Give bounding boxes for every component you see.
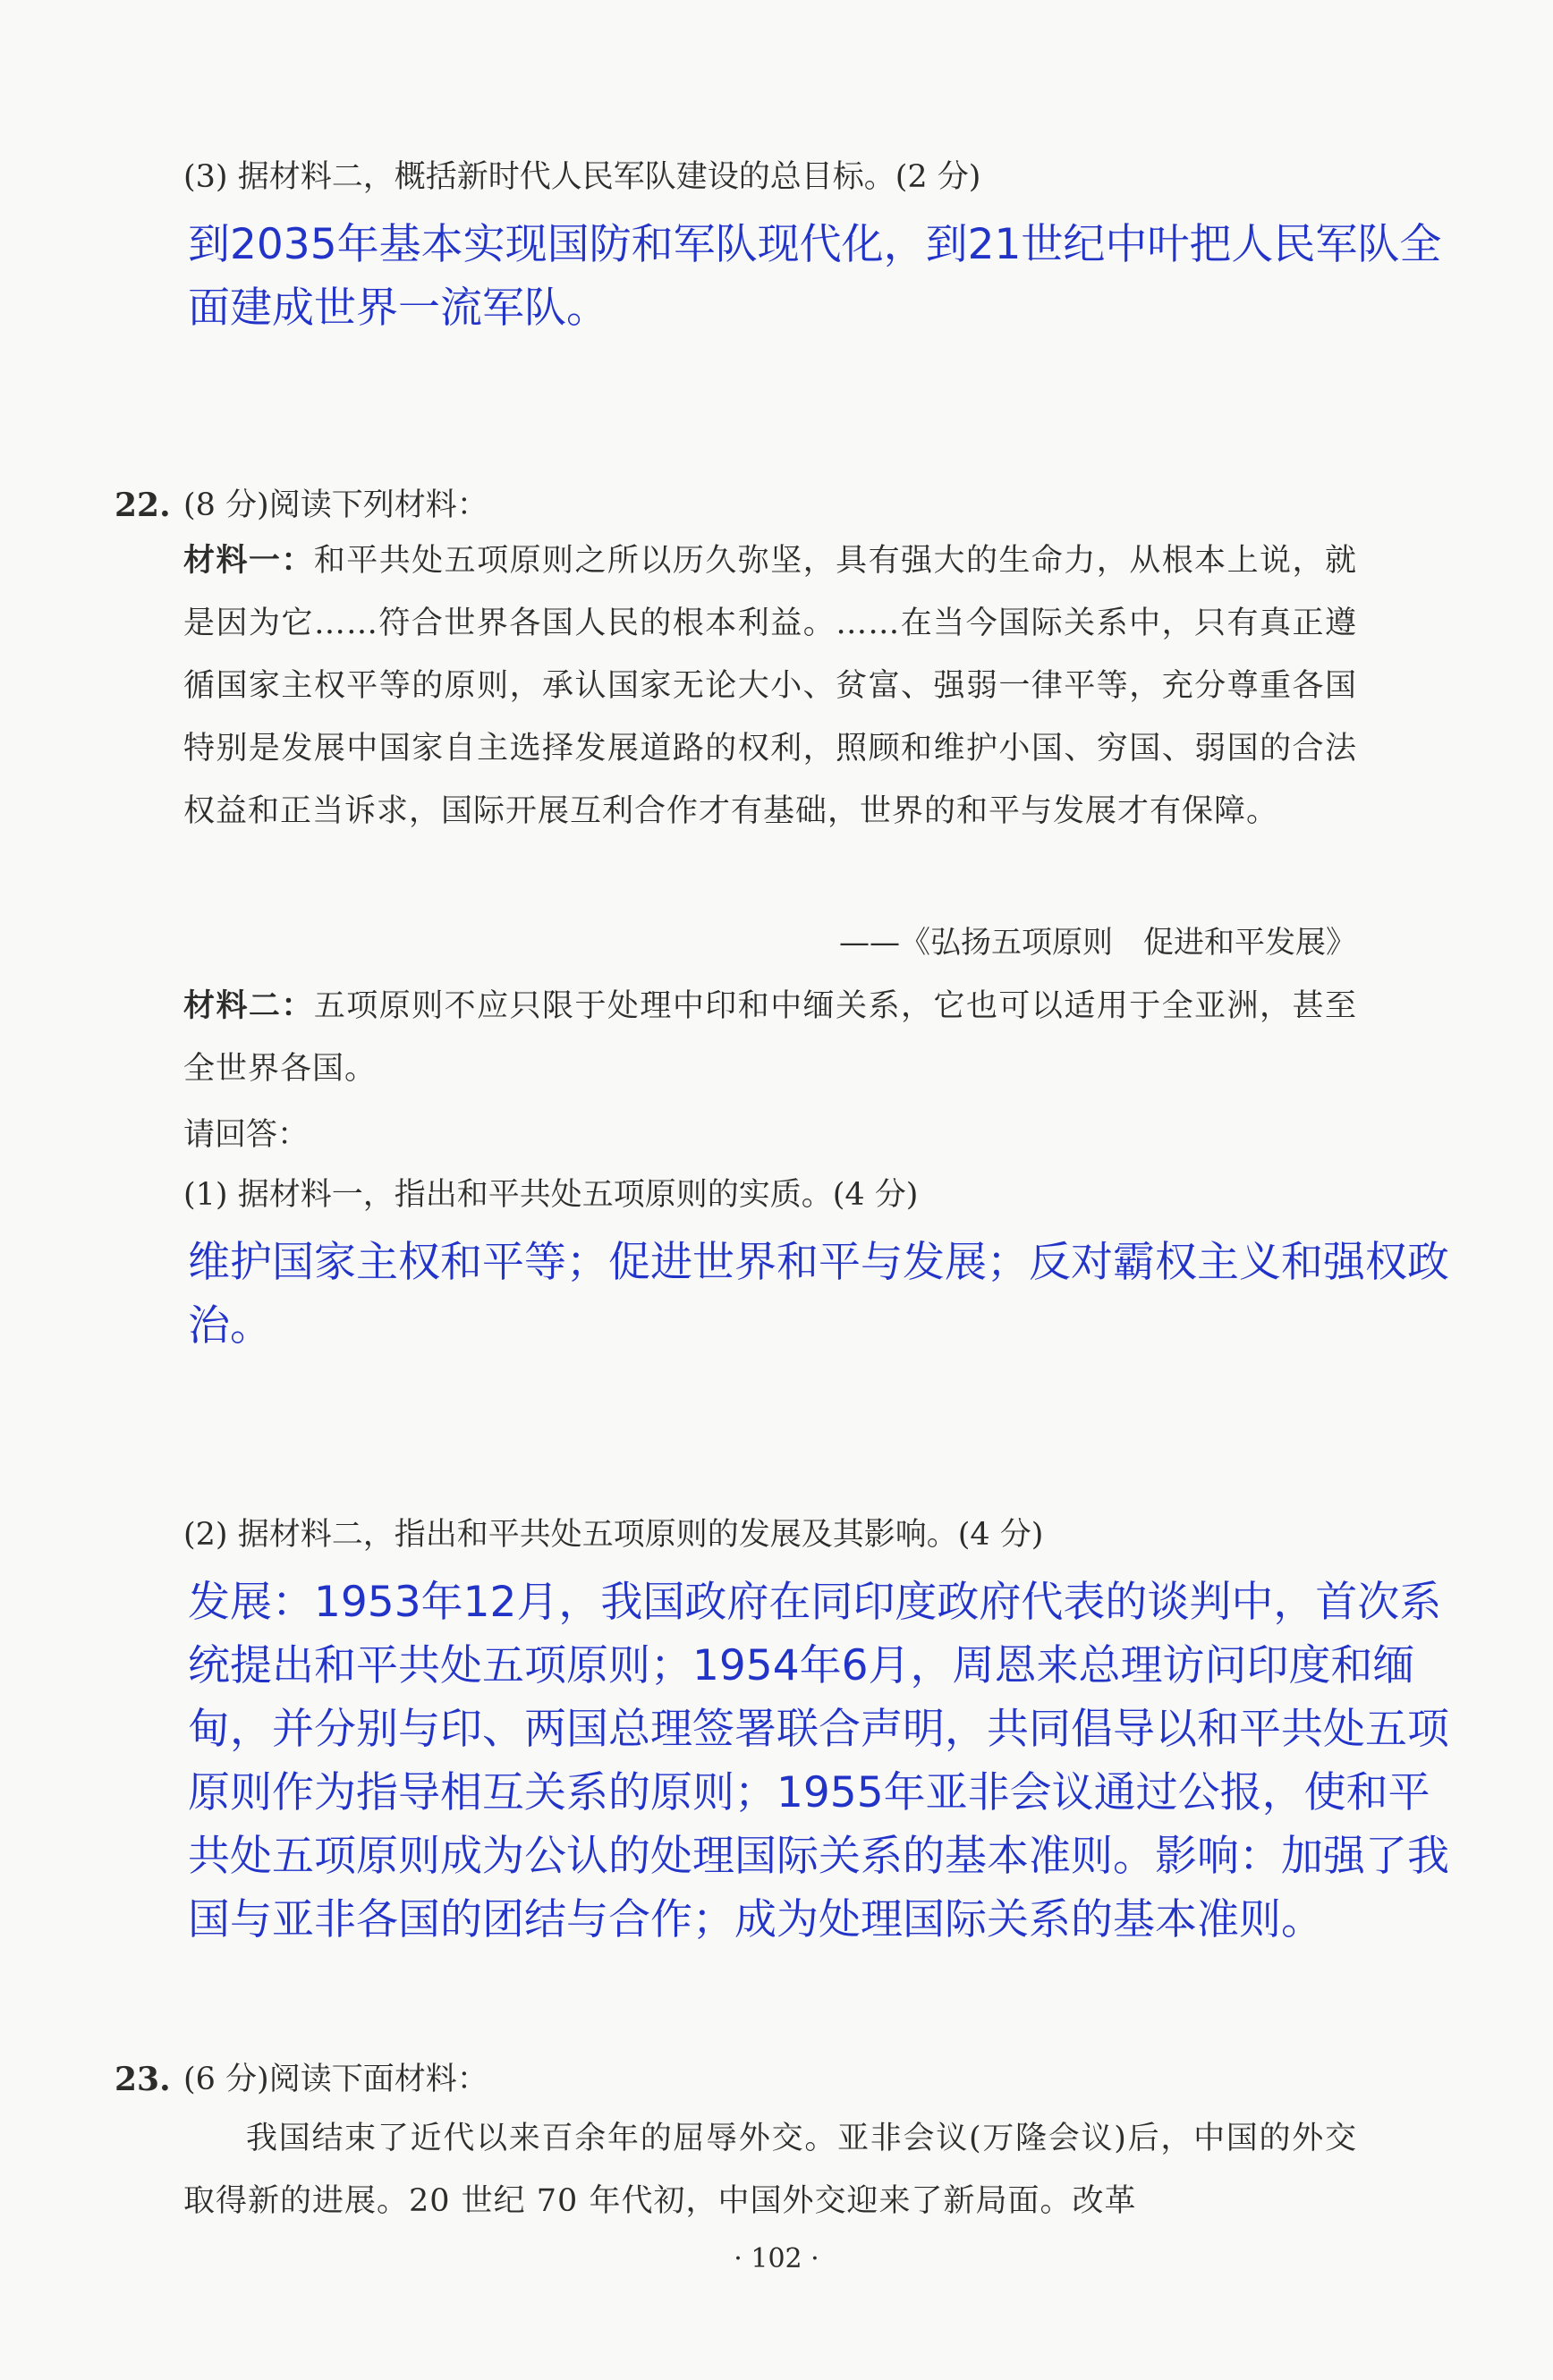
material-1-text: 和平共处五项原则之所以历久弥坚，具有强大的生命力，从根本上说，就是因为它……符合世界各国人民的根本利益。……在当今国际关系中，只有真正遵循国家主权平等的原则，承认国家无论大小、贫富、强弱一律平等，充分尊重各国特别是发展中国家自主选择发展道路的权利，照顾和维护小国、穷国、弱国的合法权益和正当诉求，国际开展互利合作才有基础，世界的和平与发展才有保障。 bbox=[183, 543, 1357, 829]
q23-material-text: 我国结束了近代以来百余年的屈辱外交。亚非会议(万隆会议)后，中国的外交取得新的进展。20 世纪 70 年代初，中国外交迎来了新局面。改革 bbox=[183, 2121, 1357, 2219]
question-number-22: 22. bbox=[115, 487, 171, 524]
question-number-23: 23. bbox=[115, 2061, 171, 2098]
q21-part3-prompt: (3) 据材料二，概括新时代人民军队建设的总目标。(2 分) bbox=[183, 159, 981, 195]
page-number: · 102 · bbox=[734, 2243, 819, 2274]
q21-part3-answer: 到2035年基本实现国防和军队现代化，到21世纪中叶把人民军队全面建成世界一流军队。 bbox=[188, 220, 1442, 333]
q22-material-2 bbox=[183, 975, 1357, 1100]
material-1-source: ——《弘扬五项原则 促进和平发展》 bbox=[839, 925, 1356, 961]
q22-header: (8 分)阅读下列材料： bbox=[183, 487, 488, 523]
q22-reply-prompt: 请回答： bbox=[183, 1117, 310, 1153]
q22-part2-prompt: (2) 据材料二，指出和平共处五项原则的发展及其影响。(4 分) bbox=[183, 1517, 1044, 1553]
q22-part1-answer: 维护国家主权和平等；促进世界和平与发展；反对霸权主义和强权政治。 bbox=[188, 1238, 1449, 1351]
q23-header: (6 分)阅读下面材料： bbox=[183, 2062, 488, 2097]
q22-part2-answer: 发展：1953年12月，我国政府在同印度政府代表的谈判中，首次系统提出和平共处五项原则；1954年6月，周恩来总理访问印度和缅甸，并分别与印、两国总理签署联合声明，共同倡导以和平共处五项原则作为指导相互关系的原则；1955年亚非会议通过公报，使和平共处五项原则成为公认的处理国际关系的基本准则。影响：加强了我国与亚非各国的团结与合作；成为处理国际关系的基本准则。 bbox=[188, 1578, 1449, 1944]
material-2-text: 五项原则不应只限于处理中印和中缅关系，它也可以适用于全亚洲，甚至全世界各国。 bbox=[183, 988, 1357, 1087]
material-1-label: 材料一： bbox=[183, 543, 314, 579]
q22-material-1 bbox=[183, 529, 1357, 843]
q22-part1-prompt: (1) 据材料一，指出和平共处五项原则的实质。(4 分) bbox=[183, 1177, 919, 1213]
material-2-label: 材料二： bbox=[183, 988, 314, 1024]
